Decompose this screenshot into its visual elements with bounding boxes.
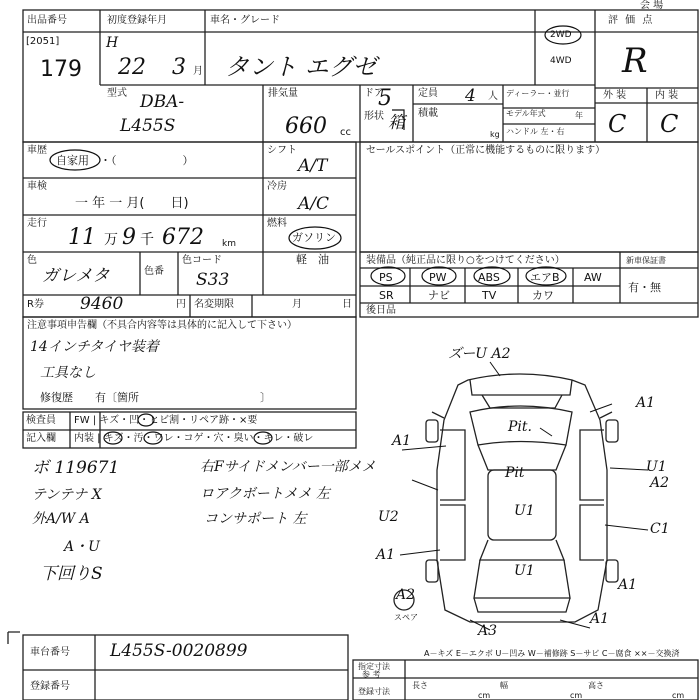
- cc-unit: cc: [340, 127, 351, 138]
- equip-airbag: エアB: [530, 271, 560, 284]
- diag-label-front: ズーU A2: [448, 346, 511, 362]
- warranty-value: 有・無: [628, 281, 661, 294]
- diag-label-r-a2: A2: [650, 475, 670, 491]
- reg-year: 22: [118, 55, 146, 80]
- equipment-label: 装備品（純正品に限り○をつけてください）: [366, 255, 565, 266]
- comment-line2: テンテナ X: [32, 487, 102, 503]
- diag-label-rr-a1: A1: [590, 611, 610, 627]
- man-unit: 万: [104, 232, 118, 248]
- comment-line3: 外A/W A: [32, 511, 90, 527]
- inspector-label: 検査員: [26, 415, 56, 426]
- recycle-label: R券: [27, 299, 44, 310]
- inspection-label: 車検: [27, 181, 47, 192]
- diag-label-rear-u1: U1: [514, 563, 535, 579]
- reg-deadline-label: 名変期限: [194, 299, 234, 310]
- color-code-label: 色コード: [182, 255, 222, 266]
- equip-pw: PW: [429, 271, 447, 284]
- new-warranty-label: 新車保証書: [626, 256, 666, 265]
- model-prefix: DBA-: [140, 92, 185, 112]
- dims-label: 指定寸法: [358, 662, 390, 671]
- diag-label-roof-u1: U1: [514, 503, 535, 519]
- shape-label: 形状: [364, 111, 384, 122]
- comment-line5: 下回りS: [40, 564, 103, 584]
- inspect-row1: FW | キズ・凹・ヒビ割・リペア跡・×要: [74, 415, 258, 426]
- diag-label-r-c1: C1: [650, 521, 670, 537]
- load-label: 積載: [418, 108, 438, 119]
- entry-label: 記入欄: [26, 433, 56, 444]
- handle-label: ハンドル 左・右: [506, 127, 565, 136]
- month-unit: 月: [193, 66, 203, 77]
- notes-line2: 工具なし: [40, 365, 96, 381]
- exterior-label: 外 装: [603, 90, 627, 101]
- eval-label: 評 価 点: [608, 15, 655, 26]
- car-name-label: 車名・グレード: [210, 15, 280, 26]
- km-unit: km: [222, 239, 236, 249]
- ref-code: [2051]: [26, 36, 60, 47]
- diag-label-lf-a1: A1: [392, 433, 412, 449]
- year-unit: 年: [575, 111, 583, 120]
- kg-unit: kg: [490, 130, 500, 139]
- cm-3: cm: [672, 691, 685, 700]
- comment-right1: 右Fサイドメンバー一部メメ: [200, 459, 376, 475]
- car-name: タント エグゼ: [225, 53, 377, 81]
- interior-label: 内 装: [655, 90, 679, 101]
- diag-label-roof: Pit: [505, 465, 525, 481]
- repair-history: 修復歴 有〔箇所 〕: [40, 391, 271, 404]
- equip-aw: AW: [584, 271, 602, 284]
- eval-score: R: [622, 41, 648, 81]
- equip-abs: ABS: [478, 271, 500, 284]
- equip-tv: TV: [482, 289, 497, 302]
- usage-label: 車歴: [27, 145, 47, 156]
- exterior-grade: C: [608, 110, 627, 138]
- ac-value: A/C: [298, 194, 330, 214]
- reg-dims-label: 登録寸法: [358, 687, 390, 696]
- inspect-row2: 内装 | キズ・汚・ワレ・コゲ・穴・臭い・キレ・破レ: [74, 433, 314, 444]
- chassis-value: L455S-0020899: [110, 641, 248, 661]
- car-diagram: [394, 374, 618, 622]
- cm-2: cm: [570, 691, 583, 700]
- diag-label-rr2-a1: A1: [618, 577, 638, 593]
- displacement-label: 排気量: [268, 88, 298, 99]
- cm-1: cm: [478, 691, 491, 700]
- notes-label: 注意事項申告欄（不具合内容等は具体的に記入して下さい）: [27, 320, 297, 331]
- venue-label: 会 場: [640, 0, 664, 11]
- era: H: [106, 35, 119, 51]
- equip-ps: PS: [379, 271, 393, 284]
- color-no-label: 色番: [144, 266, 164, 277]
- length-label: 長さ: [412, 681, 428, 690]
- height-label: 高さ: [588, 681, 604, 690]
- comment-right3: コンサポート 左: [204, 511, 307, 527]
- reg-month-label: 月: [292, 299, 302, 310]
- diag-label-a3: A3: [478, 623, 498, 639]
- mileage-10k: 11: [68, 225, 96, 250]
- fuel-label: 燃料: [267, 218, 287, 229]
- doors: 5: [378, 86, 392, 111]
- person-unit: 人: [488, 91, 498, 102]
- diag-label-l-a1: A1: [376, 547, 396, 563]
- comment-line1: ボ 119671: [32, 458, 120, 478]
- mileage-rest: 672: [162, 225, 204, 250]
- color-code: S33: [196, 270, 230, 290]
- equip-leather: カワ: [532, 289, 554, 302]
- ac-label: 冷房: [267, 181, 287, 192]
- comment-right2: ロアクボートメメ 左: [200, 486, 330, 502]
- diag-label-spare-a2: A2: [396, 587, 416, 603]
- shift-value: A/T: [298, 156, 328, 176]
- notes-line1: 14インチタイヤ装着: [30, 339, 159, 355]
- shift-label: シフト: [267, 145, 297, 156]
- dealer-label: ディーラー・並行: [506, 89, 570, 98]
- reg-month: 3: [172, 55, 186, 80]
- mileage-label: 走行: [27, 218, 47, 229]
- dims-ref-label: 参 考: [362, 670, 381, 679]
- comment-line4: A・U: [64, 539, 100, 555]
- diagram-legend: A－キズ E－エクボ U－凹み W－補修跡 S－サビ C－腐食 ××－交換済: [424, 649, 680, 658]
- sen-unit: 千: [140, 232, 154, 248]
- first-reg-label: 初度登録年月: [107, 15, 167, 26]
- capacity: 4: [465, 86, 476, 106]
- diag-label-hood: Pit.: [508, 419, 532, 435]
- equip-sr: SR: [379, 289, 394, 302]
- interior-grade: C: [660, 110, 679, 138]
- displacement: 660: [285, 114, 327, 139]
- chassis-label: 車台番号: [30, 647, 70, 658]
- model-code: L455S: [120, 116, 176, 136]
- diag-label-r-u1: U1: [646, 459, 667, 475]
- mileage-1k: 9: [122, 225, 136, 250]
- usage-value: 自家用: [56, 154, 89, 167]
- equip-navi: ナビ: [428, 289, 450, 302]
- inspection-value: 一 年 一 月( 日): [75, 196, 189, 211]
- fuel-gas: ガソリン: [292, 231, 336, 244]
- spare-label: スペア: [394, 613, 418, 622]
- diag-label-l-u2: U2: [378, 509, 399, 525]
- item-number: 179: [40, 57, 82, 82]
- item-no-label: 出品番号: [27, 15, 67, 26]
- regno-label: 登録番号: [30, 681, 70, 692]
- yen-unit: 円: [176, 299, 186, 310]
- color-label: 色: [27, 255, 37, 266]
- doors-label: ドア: [364, 88, 384, 99]
- recycle-amount: 9460: [80, 294, 124, 314]
- shape: 箱: [388, 113, 405, 133]
- model-year-label: モデル年式: [506, 109, 546, 118]
- model-label: 型式: [107, 88, 127, 99]
- usage-rest: ・（ ）: [100, 154, 194, 167]
- color-value: ガレメタ: [42, 266, 110, 286]
- width-label: 幅: [500, 681, 508, 690]
- capacity-label: 定員: [418, 88, 438, 99]
- later-items-label: 後日品: [366, 305, 396, 316]
- fuel-diesel: 軽 油: [296, 253, 329, 266]
- drive-4wd: 4WD: [550, 56, 572, 66]
- diag-label-rf-a1: A1: [636, 395, 656, 411]
- drive-2wd: 2WD: [550, 30, 572, 40]
- sales-point-label: セールスポイント（正常に機能するものに限ります）: [366, 145, 606, 156]
- reg-day-label: 日: [342, 299, 352, 310]
